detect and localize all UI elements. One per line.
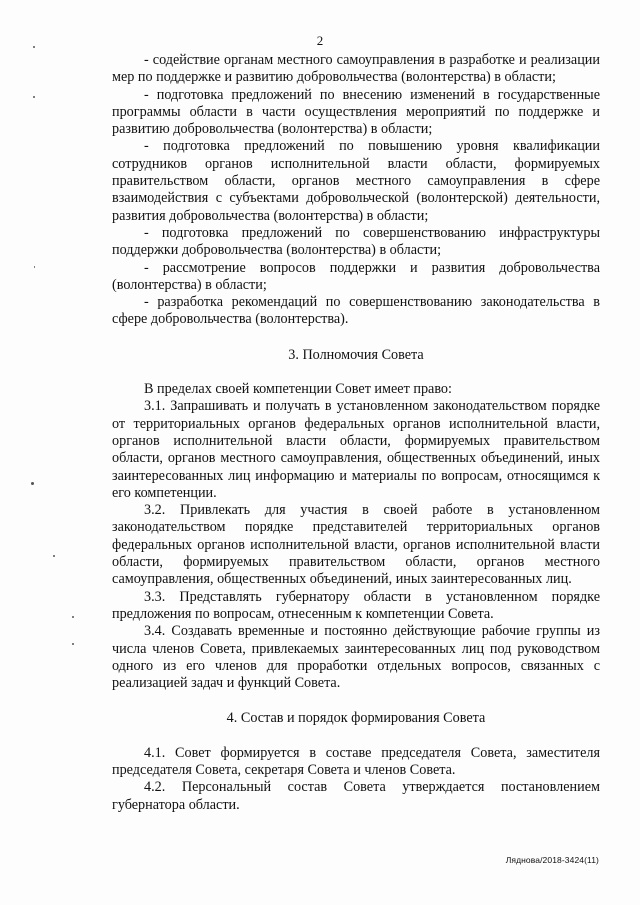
paragraph: 3.1. Запрашивать и получать в установленном законодательством порядке от территориальных органов федеральных органов исполнительной власти, органов исполнительной власти области, формируемых правительством области, органов местного самоуправления, общественных объединений, иных заинтересованных лиц информацию и материалы по вопросам, относящимся к его компетенции.	[112, 398, 600, 501]
list-item: - подготовка предложений по совершенствованию инфраструктуры поддержки добровольчества (волонтерства) в области;	[112, 224, 600, 259]
section-4-heading: 4. Состав и порядок формирования Совета	[226, 710, 486, 727]
scan-speck	[72, 616, 74, 618]
scan-speck	[34, 266, 35, 268]
section-4-body	[112, 745, 600, 814]
scan-speck	[31, 482, 34, 485]
scan-speck	[33, 96, 35, 98]
paragraph: В пределах своей компетенции Совет имеет право:	[144, 381, 452, 398]
paragraph: 4.1. Совет формируется в составе председателя Совета, заместителя председателя Совета, секретаря Совета и членов Совета.	[112, 744, 600, 778]
scan-speck	[33, 46, 35, 48]
section-2-list	[112, 52, 600, 329]
list-item: - подготовка предложений по внесению изменений в государственные программы области в части осуществления мероприятий по поддержке и развитию добровольчества (волонтерства) в области;	[112, 86, 600, 138]
list-item: - подготовка предложений по повышению уровня квалификации сотрудников органов исполнительной власти области, формируемых правительством области, органов местного самоуправления в сфере взаимодействия с субъектами добровольческой (волонтерской) деятельности, развития добровольчества (волонтерства) в области;	[112, 138, 600, 224]
list-item: - рассмотрение вопросов поддержки и развития добровольчества (волонтерства) в области;	[112, 259, 600, 293]
list-item: - содействие органам местного самоуправления в разработке и реализации мер по поддержке и развитию добровольчества (волонтерства) в области;	[112, 52, 600, 86]
paragraph: 3.2. Привлекать для участия в своей работе в установленном законодательством порядке представителей территориальных органов федеральных органов исполнительной власти, органов исполнительной власти области, формируемых правительством области, органов местного самоуправления, общественных объединений, иных заинтересованных лиц.	[112, 502, 600, 588]
paragraph: 3.3. Представлять губернатору области в установленном порядке предложения по вопросам, отнесенным к компетенции Совета.	[112, 588, 600, 622]
paragraph: 4.2. Персональный состав Совета утверждается постановлением губернатора области.	[112, 779, 600, 813]
paragraph: 3.4. Создавать временные и постоянно действующие рабочие группы из числа членов Совета, привлекаемых заинтересованных лиц под руководством одного из его членов для проработки отдельных вопросов, связанных с реализацией задач и функций Совета.	[112, 623, 600, 692]
section-3-body	[112, 381, 600, 692]
document-body	[112, 52, 600, 814]
section-3-heading: 3. Полномочия Совета	[288, 346, 424, 363]
list-item: - разработка рекомендаций по совершенствованию законодательства в сфере добровольчества (волонтерства).	[112, 294, 600, 328]
scan-speck	[53, 555, 55, 557]
document-code: Ляднова/2018-3424(11)	[505, 855, 599, 865]
scan-speck	[72, 643, 74, 645]
page-number: 2	[316, 33, 324, 48]
